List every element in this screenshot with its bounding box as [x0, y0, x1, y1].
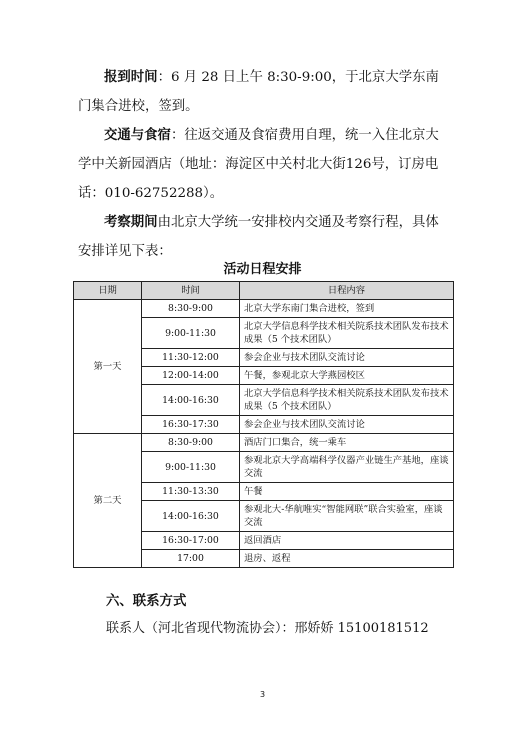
schedule-table	[73, 281, 454, 568]
content-cell: 北京大学东南门集合进校，签到	[240, 300, 454, 318]
arrival-label: 报到时间	[104, 69, 158, 85]
content-cell: 退房、返程	[240, 550, 454, 568]
transport-text: ：往返交通及食宿费用自理，统一入住北京大学中关新园酒店（地址：海淀区中关村北大街126号，订房电话：010-62752288）。	[78, 128, 439, 201]
header-date: 日期	[74, 282, 142, 300]
table-header-row	[74, 282, 454, 300]
content-cell: 北京大学信息科学技术相关院系技术团队发布技术成果（5 个技术团队）	[240, 318, 454, 349]
time-cell: 14:00-16:30	[142, 501, 240, 532]
content-cell: 参会企业与技术团队交流讨论	[240, 416, 454, 434]
schedule-table-body	[74, 300, 454, 568]
content-cell: 参观北京大学高端科学仪器产业链生产基地，座谈交流	[240, 452, 454, 483]
time-cell: 16:30-17:30	[142, 416, 240, 434]
header-time: 时间	[142, 282, 240, 300]
schedule-table-title: 活动日程安排	[223, 262, 302, 277]
content-cell: 北京大学信息科学技术相关院系技术团队发布技术成果（5 个技术团队）	[240, 385, 454, 416]
day-cell: 第二天	[74, 434, 142, 568]
content-cell: 参会企业与技术团队交流讨论	[240, 349, 454, 367]
time-cell: 11:30-12:00	[142, 349, 240, 367]
content-cell: 参观北大-华航唯实“智能网联”联合实验室，座谈交流	[240, 501, 454, 532]
time-cell: 8:30-9:00	[142, 434, 240, 452]
transport-label: 交通与食宿	[104, 127, 171, 143]
time-cell: 14:00-16:30	[142, 385, 240, 416]
inspection-text: 由北京大学统一安排校内交通及考察行程，具体安排详见下表：	[78, 215, 439, 259]
time-cell: 9:00-11:30	[142, 452, 240, 483]
paragraph-transport	[78, 121, 450, 208]
time-cell: 16:30-17:00	[142, 532, 240, 550]
content-cell: 酒店门口集合，统一乘车	[240, 434, 454, 452]
contact-line: 联系人（河北省现代物流协会）：邢娇娇 15100181512	[106, 621, 429, 636]
time-cell: 8:30-9:00	[142, 300, 240, 318]
time-cell: 17:00	[142, 550, 240, 568]
section-heading-contact: 六、联系方式	[106, 594, 187, 609]
content-cell: 午餐，参观北京大学燕园校区	[240, 367, 454, 385]
content-cell: 午餐	[240, 483, 454, 501]
time-cell: 12:00-14:00	[142, 367, 240, 385]
page-number: 3	[259, 690, 266, 699]
table-row	[74, 300, 454, 318]
table-row	[74, 434, 454, 452]
day-cell: 第一天	[74, 300, 142, 434]
header-content: 日程内容	[240, 282, 454, 300]
time-cell: 9:00-11:30	[142, 318, 240, 349]
arrival-text: ：6 月 28 日上午 8:30-9:00，于北京大学东南门集合进校，签到。	[78, 70, 439, 114]
inspection-label: 考察期间	[104, 214, 158, 230]
content-cell: 返回酒店	[240, 532, 454, 550]
time-cell: 11:30-13:30	[142, 483, 240, 501]
paragraph-arrival	[78, 63, 450, 121]
